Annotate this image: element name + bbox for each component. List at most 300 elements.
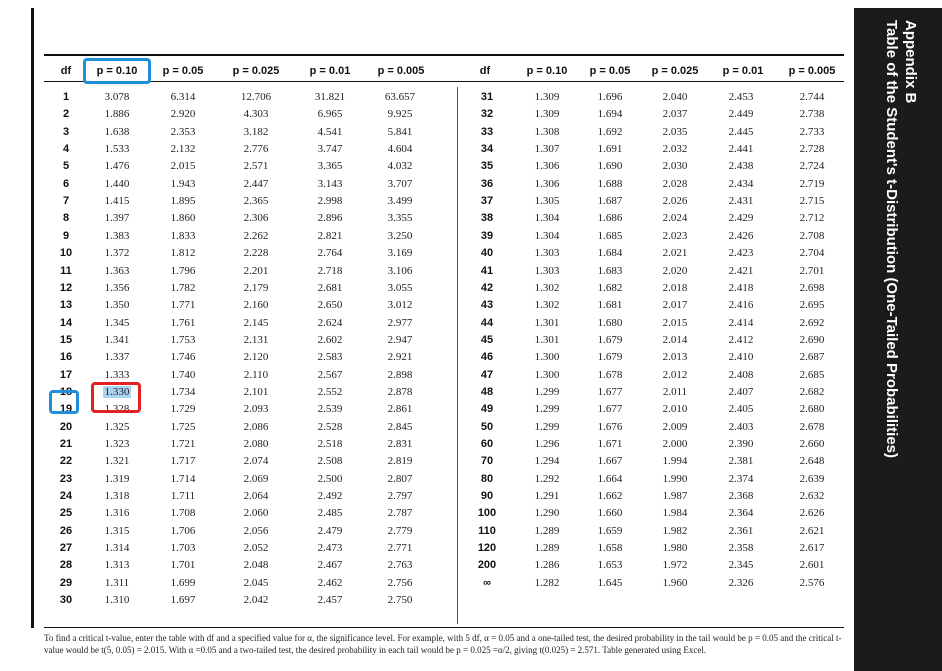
df-cell: 19 — [59, 403, 73, 416]
table-row-right — [0, 106, 942, 123]
value-cell: 1.679 — [597, 351, 623, 364]
value-cell: 1.303 — [534, 247, 560, 260]
value-cell — [370, 592, 430, 609]
value-text: 6.965 — [317, 108, 343, 121]
value-text: 2.228 — [243, 247, 269, 260]
df-cell: 42 — [480, 281, 494, 294]
value-cell: 2.744 — [799, 91, 825, 103]
value-text: 1.363 — [104, 264, 130, 277]
value-cell — [87, 592, 147, 609]
df-cell: 26 — [59, 524, 73, 537]
df-cell: 23 — [59, 472, 73, 485]
value-text: 2.807 — [387, 472, 413, 485]
value-cell: 1.681 — [597, 299, 623, 312]
value-cell: 1.990 — [662, 472, 688, 485]
value-cell: 2.403 — [728, 420, 754, 433]
value-text: 2.262 — [243, 229, 269, 242]
value-cell: 1.304 — [534, 212, 560, 225]
value-cell — [153, 592, 213, 609]
value-text: 1.860 — [170, 212, 196, 225]
value-cell: 1.306 — [534, 177, 560, 190]
df-cell: 2 — [62, 108, 70, 121]
value-cell: 2.010 — [662, 403, 688, 416]
value-cell: 1.302 — [534, 299, 560, 312]
value-cell: 2.660 — [799, 438, 825, 450]
df-cell: 12 — [59, 281, 73, 294]
header-df-right: df — [479, 65, 491, 77]
value-cell: 2.426 — [728, 229, 754, 242]
value-text: 1.812 — [170, 247, 196, 260]
value-text: 3.106 — [387, 264, 413, 277]
value-cell: 1.307 — [534, 143, 560, 156]
df-cell: 100 — [477, 507, 497, 520]
value-text: 4.303 — [243, 108, 269, 121]
value-text: 3.055 — [387, 281, 413, 294]
value-text: 2.508 — [317, 455, 343, 468]
df-cell: 47 — [480, 368, 494, 381]
value-text: 1.328 — [104, 403, 130, 416]
value-cell: 2.715 — [799, 195, 825, 208]
value-cell: 2.037 — [662, 108, 688, 121]
value-cell: 2.626 — [799, 507, 825, 520]
value-cell: 1.299 — [534, 420, 560, 433]
value-cell: 2.692 — [799, 316, 825, 329]
value-text: 1.311 — [104, 576, 130, 589]
value-text: 1.734 — [170, 385, 196, 398]
value-text: 3.250 — [387, 229, 413, 242]
df-cell: 90 — [480, 490, 494, 503]
value-text: 2.797 — [387, 490, 413, 503]
value-cell: 1.660 — [597, 507, 623, 520]
value-text: 1.350 — [104, 299, 130, 312]
value-cell: 2.434 — [728, 177, 754, 190]
value-cell: 2.682 — [799, 385, 825, 398]
value-text: 1.721 — [170, 438, 196, 450]
value-cell: 1.664 — [597, 472, 623, 485]
value-text: 2.160 — [243, 299, 269, 312]
df-cell: 31 — [480, 91, 494, 103]
df-cell: 33 — [480, 125, 494, 138]
df-cell: ∞ — [483, 576, 491, 589]
value-cell: 2.418 — [728, 281, 754, 294]
df-cell: 110 — [478, 524, 496, 537]
value-cell: 2.698 — [799, 281, 825, 294]
value-text: 1.740 — [170, 368, 196, 381]
table-top-rule — [44, 54, 844, 56]
df-cell: 21 — [59, 438, 73, 450]
table-row-right — [0, 297, 942, 314]
value-text: 1.703 — [170, 542, 196, 555]
value-cell: 2.405 — [728, 403, 754, 416]
df-cell: 14 — [59, 316, 73, 329]
value-text: 12.706 — [240, 91, 272, 103]
value-text: 2.042 — [243, 594, 269, 607]
value-cell: 1.696 — [597, 91, 623, 103]
df-cell: 29 — [59, 576, 73, 589]
value-text: 3.747 — [317, 143, 343, 156]
table-header-rule — [44, 81, 844, 82]
value-text: 1.717 — [170, 455, 196, 468]
df-cell: 1 — [62, 91, 70, 103]
value-text: 63.657 — [384, 91, 416, 103]
df-cell: 80 — [480, 472, 494, 485]
value-cell: 2.423 — [728, 247, 754, 260]
value-cell: 1.289 — [534, 542, 560, 555]
value-cell: 1.685 — [597, 229, 623, 242]
table-row-right — [0, 263, 942, 280]
value-cell: 2.020 — [662, 264, 688, 277]
value-cell: 2.013 — [662, 351, 688, 364]
df-cell: 8 — [62, 212, 70, 225]
value-cell: 1.658 — [597, 542, 623, 555]
df-cell: 13 — [59, 299, 73, 312]
value-cell: 1.662 — [597, 490, 623, 503]
value-cell: 2.408 — [728, 368, 754, 381]
value-text: 4.541 — [317, 125, 343, 138]
value-cell — [300, 592, 360, 609]
value-cell: 1.667 — [597, 455, 623, 468]
value-cell: 1.987 — [662, 490, 688, 503]
value-cell: 1.679 — [597, 333, 623, 346]
value-text: 1.782 — [170, 281, 196, 294]
value-text: 2.528 — [317, 420, 343, 433]
value-text: 1.746 — [170, 351, 196, 364]
value-text: 1.323 — [104, 438, 130, 450]
df-cell: 20 — [59, 420, 73, 433]
value-text: 2.500 — [317, 472, 343, 485]
value-cell: 2.678 — [799, 420, 825, 433]
df-cell: 30 — [59, 594, 73, 607]
value-text: 2.093 — [243, 403, 269, 416]
df-cell: 46 — [480, 351, 494, 364]
value-text: 2.462 — [317, 576, 343, 589]
value-cell: 2.032 — [662, 143, 688, 156]
value-cell: 2.012 — [662, 368, 688, 381]
df-cell: 17 — [59, 368, 73, 381]
value-cell: 2.390 — [728, 438, 754, 450]
value-cell: 2.712 — [799, 212, 825, 225]
value-cell: 2.708 — [799, 229, 825, 242]
table-row-right — [0, 557, 942, 574]
value-cell: 1.645 — [597, 576, 623, 589]
value-text: 6.314 — [170, 91, 196, 103]
value-cell: 1.694 — [597, 108, 623, 121]
value-text: 2.015 — [170, 160, 196, 173]
value-text: 1.725 — [170, 420, 196, 433]
value-cell: 2.701 — [799, 264, 825, 277]
value-cell: 2.632 — [799, 490, 825, 503]
value-text: 1.699 — [170, 576, 196, 589]
header-p-right-4: p = 0.005 — [788, 65, 836, 77]
df-cell: 5 — [62, 160, 70, 173]
value-text: 2.110 — [243, 368, 269, 381]
value-cell: 2.374 — [728, 472, 754, 485]
value-text: 2.492 — [317, 490, 343, 503]
value-cell: 1.671 — [597, 438, 623, 450]
df-cell: 4 — [62, 143, 70, 156]
value-cell: 1.680 — [597, 316, 623, 329]
table-row-right — [0, 523, 942, 540]
value-text: 1.706 — [170, 524, 196, 537]
value-text: 2.306 — [243, 212, 269, 225]
value-text: 2.131 — [243, 333, 269, 346]
value-cell: 2.601 — [799, 559, 825, 572]
value-text: 1.638 — [104, 125, 130, 138]
header-p-left-1: p = 0.05 — [162, 65, 204, 77]
value-text: 1.833 — [170, 229, 196, 242]
value-cell: 2.021 — [662, 247, 688, 260]
value-cell: 2.018 — [662, 281, 688, 294]
table-row-right — [0, 228, 942, 245]
value-cell: 1.302 — [534, 281, 560, 294]
value-text: 3.365 — [317, 160, 343, 173]
value-text: 2.201 — [243, 264, 269, 277]
value-text: 2.060 — [243, 507, 269, 520]
value-text: 2.132 — [170, 143, 196, 156]
value-cell: 1.677 — [597, 385, 623, 398]
value-cell: 1.994 — [662, 455, 688, 468]
value-text: 2.763 — [387, 559, 413, 572]
value-text: 2.764 — [317, 247, 343, 260]
value-cell: 2.445 — [728, 125, 754, 138]
value-cell: 1.301 — [534, 333, 560, 346]
table-row-right — [0, 575, 942, 592]
value-cell: 1.683 — [597, 264, 623, 277]
df-cell: 36 — [480, 177, 494, 190]
df-cell: 18 — [59, 385, 73, 398]
value-cell: 2.030 — [662, 160, 688, 173]
table-footnote: To find a critical t-value, enter the table with df and a specified value for α, the significance level. For example, with 5 df, α = 0.05 and a one-tailed test, the desired probability in the tail would be p = 0.05 and the critical t-value would be t(5, 0.05) = 2.015. With α =0.05 and a two-tailed test, the desired probability in each tail would be p = 0.025 =α/2, giving t(0.025) = 2.571. Table generated using Excel. — [44, 633, 842, 655]
value-text: 2.718 — [317, 264, 343, 277]
value-text: 2.467 — [317, 559, 343, 572]
value-cell: 2.040 — [662, 91, 688, 103]
value-cell: 1.687 — [597, 195, 623, 208]
value-text: 1.714 — [170, 472, 196, 485]
value-cell: 2.035 — [662, 125, 688, 138]
value-text: 2.045 — [243, 576, 269, 589]
value-cell: 2.000 — [662, 438, 688, 450]
table-row-right — [0, 471, 942, 488]
value-text: 5.841 — [387, 125, 413, 138]
value-text: 2.650 — [317, 299, 343, 312]
value-text: 9.925 — [387, 108, 413, 121]
value-cell: 2.368 — [728, 490, 754, 503]
value-text: 2.878 — [387, 385, 413, 398]
value-cell: 1.300 — [534, 368, 560, 381]
value-cell: 1.303 — [534, 264, 560, 277]
value-cell: 1.301 — [534, 316, 560, 329]
table-row-right — [0, 193, 942, 210]
value-cell: 1.286 — [534, 559, 560, 572]
value-cell: 1.960 — [662, 576, 688, 589]
value-cell: 1.300 — [534, 351, 560, 364]
value-text: 2.447 — [243, 177, 269, 190]
df-cell: 60 — [480, 438, 494, 450]
value-text: 1.318 — [104, 490, 130, 503]
table-row-right — [0, 384, 942, 401]
value-text: 2.567 — [317, 368, 343, 381]
value-text: 1.415 — [104, 195, 130, 208]
table-row-right — [0, 505, 942, 522]
value-text: 1.761 — [170, 316, 196, 329]
value-text: 2.776 — [243, 143, 269, 156]
value-cell: 2.621 — [799, 524, 825, 537]
value-cell: 2.576 — [799, 576, 825, 589]
value-text: 2.947 — [387, 333, 413, 346]
table-row-right — [0, 453, 942, 470]
table-row-right — [0, 176, 942, 193]
value-text: 31.821 — [314, 91, 346, 103]
value-text: 2.457 — [317, 594, 343, 607]
value-text: 2.845 — [387, 420, 413, 433]
value-text: 2.485 — [317, 507, 343, 520]
df-cell: 3 — [62, 125, 70, 138]
value-text: 2.921 — [387, 351, 413, 364]
header-p-right-3: p = 0.01 — [722, 65, 764, 77]
value-cell: 1.688 — [597, 177, 623, 190]
df-cell: 7 — [62, 195, 70, 208]
value-cell: 2.009 — [662, 420, 688, 433]
value-text: 2.602 — [317, 333, 343, 346]
df-cell: 48 — [480, 385, 494, 398]
value-text: 3.499 — [387, 195, 413, 208]
value-cell: 2.414 — [728, 316, 754, 329]
value-cell: 1.972 — [662, 559, 688, 572]
value-cell: 2.410 — [728, 351, 754, 364]
value-text: 1.316 — [104, 507, 130, 520]
value-cell: 2.687 — [799, 351, 825, 364]
table-row-right — [0, 540, 942, 557]
value-cell: 1.691 — [597, 143, 623, 156]
value-text: 2.552 — [317, 385, 343, 398]
value-text: 2.145 — [243, 316, 269, 329]
value-cell: 1.682 — [597, 281, 623, 294]
table-row-right — [0, 210, 942, 227]
value-cell: 1.982 — [662, 524, 688, 537]
value-cell: 1.684 — [597, 247, 623, 260]
value-cell: 2.453 — [728, 91, 754, 103]
value-text: 2.779 — [387, 524, 413, 537]
value-cell: 2.011 — [662, 385, 688, 398]
value-cell: 1.686 — [597, 212, 623, 225]
table-row-left — [0, 592, 942, 609]
df-cell: 43 — [480, 299, 494, 312]
value-text: 3.182 — [243, 125, 269, 138]
value-text: 1.476 — [104, 160, 130, 173]
value-text: 2.998 — [317, 195, 343, 208]
value-text: 1.325 — [104, 420, 130, 433]
value-cell: 2.345 — [728, 559, 754, 572]
df-cell: 35 — [480, 160, 494, 173]
df-cell: 50 — [480, 420, 494, 433]
value-cell: 2.028 — [662, 177, 688, 190]
value-cell: 2.326 — [728, 576, 754, 589]
value-cell: 2.685 — [799, 368, 825, 381]
table-row-right — [0, 401, 942, 418]
value-cell: 1.677 — [597, 403, 623, 416]
value-text: 1.697 — [170, 594, 196, 607]
table-row-right — [0, 419, 942, 436]
value-cell: 1.294 — [534, 455, 560, 468]
value-cell: 2.358 — [728, 542, 754, 555]
value-text: 1.341 — [104, 333, 130, 346]
value-text: 2.624 — [317, 316, 343, 329]
value-text: 2.819 — [387, 455, 413, 468]
value-cell: 2.024 — [662, 212, 688, 225]
value-cell: 1.980 — [662, 542, 688, 555]
value-cell: 1.690 — [597, 160, 623, 173]
header-p-left-3: p = 0.01 — [309, 65, 351, 77]
value-text: 1.895 — [170, 195, 196, 208]
value-text: 2.518 — [317, 438, 343, 450]
value-cell: 1.282 — [534, 576, 560, 589]
value-text: 1.330 — [104, 385, 130, 398]
table-row-right — [0, 280, 942, 297]
value-text: 1.943 — [170, 177, 196, 190]
value-text: 1.356 — [104, 281, 130, 294]
value-cell: 2.431 — [728, 195, 754, 208]
value-text: 4.032 — [387, 160, 413, 173]
value-text: 1.708 — [170, 507, 196, 520]
value-cell: 2.639 — [799, 472, 825, 485]
value-cell: 2.733 — [799, 125, 825, 138]
value-text: 2.583 — [317, 351, 343, 364]
header-p-left-4: p = 0.005 — [377, 65, 425, 77]
value-text: 2.750 — [387, 594, 413, 607]
value-text: 1.796 — [170, 264, 196, 277]
value-text: 2.977 — [387, 316, 413, 329]
table-row-right — [0, 245, 942, 262]
value-cell: 2.449 — [728, 108, 754, 121]
value-text: 2.069 — [243, 472, 269, 485]
df-cell: 200 — [477, 559, 497, 572]
value-text: 2.787 — [387, 507, 413, 520]
value-text: 1.753 — [170, 333, 196, 346]
table-row-right — [0, 367, 942, 384]
table-row-right — [0, 488, 942, 505]
value-cell: 2.015 — [662, 316, 688, 329]
value-text: 2.473 — [317, 542, 343, 555]
df-cell: 22 — [59, 455, 73, 468]
value-cell: 2.738 — [799, 108, 825, 121]
value-text: 1.701 — [170, 559, 196, 572]
value-cell: 1.676 — [597, 420, 623, 433]
value-cell: 2.617 — [799, 542, 825, 555]
df-cell: 15 — [59, 333, 73, 346]
value-text: 1.333 — [104, 368, 130, 381]
table-row-right — [0, 436, 942, 453]
df-cell: 70 — [480, 455, 494, 468]
df-cell: 38 — [480, 212, 494, 225]
value-cell: 1.692 — [597, 125, 623, 138]
header-p-right-2: p = 0.025 — [651, 65, 699, 77]
df-cell: 25 — [59, 507, 73, 520]
value-cell: 2.719 — [799, 177, 825, 190]
value-text: 3.707 — [387, 177, 413, 190]
value-cell: 2.407 — [728, 385, 754, 398]
value-text: 3.078 — [104, 91, 130, 103]
value-text: 1.397 — [104, 212, 130, 225]
df-cell: 34 — [480, 143, 494, 156]
df-cell: 16 — [59, 351, 73, 364]
value-text: 2.479 — [317, 524, 343, 537]
df-cell: 37 — [480, 195, 494, 208]
value-text: 1.319 — [104, 472, 130, 485]
value-text: 2.074 — [243, 455, 269, 468]
value-cell: 2.421 — [728, 264, 754, 277]
value-cell: 1.305 — [534, 195, 560, 208]
value-text: 2.539 — [317, 403, 343, 416]
